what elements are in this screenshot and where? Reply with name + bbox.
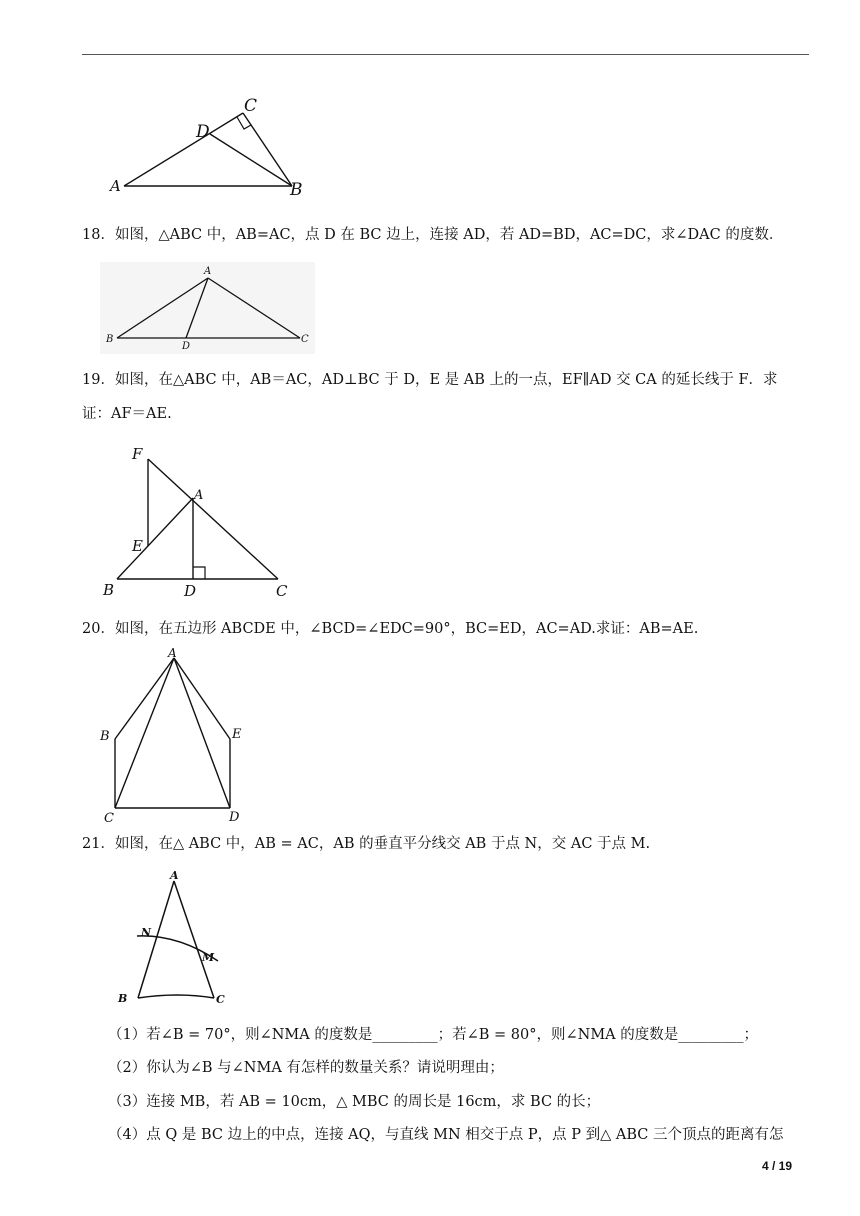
question-19-line1: 19．如图，在△ABC 中，AB＝AC，AD⊥BC 于 D，E 是 AB 上的一点，EF∥AD 交 CA 的延长线于 F．求 (82, 372, 778, 388)
fig21-label-N: N (141, 926, 152, 939)
fig19-label-F: F (132, 445, 143, 463)
question-21-part-3: （3）连接 MB，若 AB = 10cm，△ MBC 的周长是 16cm，求 BC 的长； (108, 1094, 601, 1110)
question-18-text: 18．如图，△ABC 中，AB=AC，点 D 在 BC 边上，连接 AD，若 AD=BD，AC=DC，求∠DAC 的度数． (82, 227, 784, 243)
fig20-label-D: D (229, 810, 240, 825)
fig18-label-A: A (204, 266, 212, 277)
fig21-label-M: M (202, 951, 215, 964)
fig17-label-B: B (290, 180, 303, 200)
fig18-label-D: D (182, 341, 191, 352)
question-21-part-4: （4）点 Q 是 BC 边上的中点，连接 AQ，与直线 MN 相交于点 P，点 P 到△ ABC 三个顶点的距离有怎 (108, 1127, 784, 1143)
question-21-text: 21．如图，在△ ABC 中，AB = AC，AB 的垂直平分线交 AB 于点 N，交 AC 于点 M. (82, 836, 651, 852)
figure-20-pentagon (98, 644, 248, 826)
question-21-part-1: （1）若∠B = 70°，则∠NMA 的度数是_________；若∠B = 80°，则∠NMA 的度数是_________； (108, 1027, 758, 1043)
figure-17-triangle (100, 95, 320, 200)
question-20-text: 20．如图，在五边形 ABCDE 中，∠BCD=∠EDC=90°，BC=ED，AC=AD.求证：AB=AE. (82, 621, 699, 637)
fig19-label-C: C (276, 582, 288, 598)
fig20-label-C: C (104, 811, 114, 826)
fig19-label-D: D (184, 582, 197, 598)
fig20-label-A: A (168, 646, 177, 660)
fig18-label-B: B (106, 334, 114, 345)
figure-21-triangle (108, 866, 238, 1012)
question-21-part-2: （2）你认为∠B 与∠NMA 有怎样的数量关系？请说明理由； (108, 1060, 504, 1076)
fig17-label-A: A (110, 177, 121, 195)
fig21-label-A: A (170, 869, 179, 882)
page-number: 4 / 19 (761, 1159, 792, 1173)
fig20-label-B: B (100, 729, 110, 744)
question-19-line2: 证：AF＝AE. (82, 406, 172, 422)
fig20-label-E: E (232, 727, 242, 742)
fig19-label-A: A (194, 488, 204, 503)
fig19-label-B: B (103, 581, 115, 598)
fig21-label-C: C (216, 993, 225, 1006)
fig21-label-B: B (118, 992, 128, 1005)
figure-19-triangle (100, 438, 300, 598)
fig17-label-C: C (244, 96, 258, 116)
fig19-label-E: E (132, 537, 143, 555)
fig17-label-D: D (196, 122, 210, 142)
fig18-label-C: C (301, 334, 309, 345)
header-rule (82, 54, 809, 55)
figure-18-triangle (100, 262, 315, 354)
